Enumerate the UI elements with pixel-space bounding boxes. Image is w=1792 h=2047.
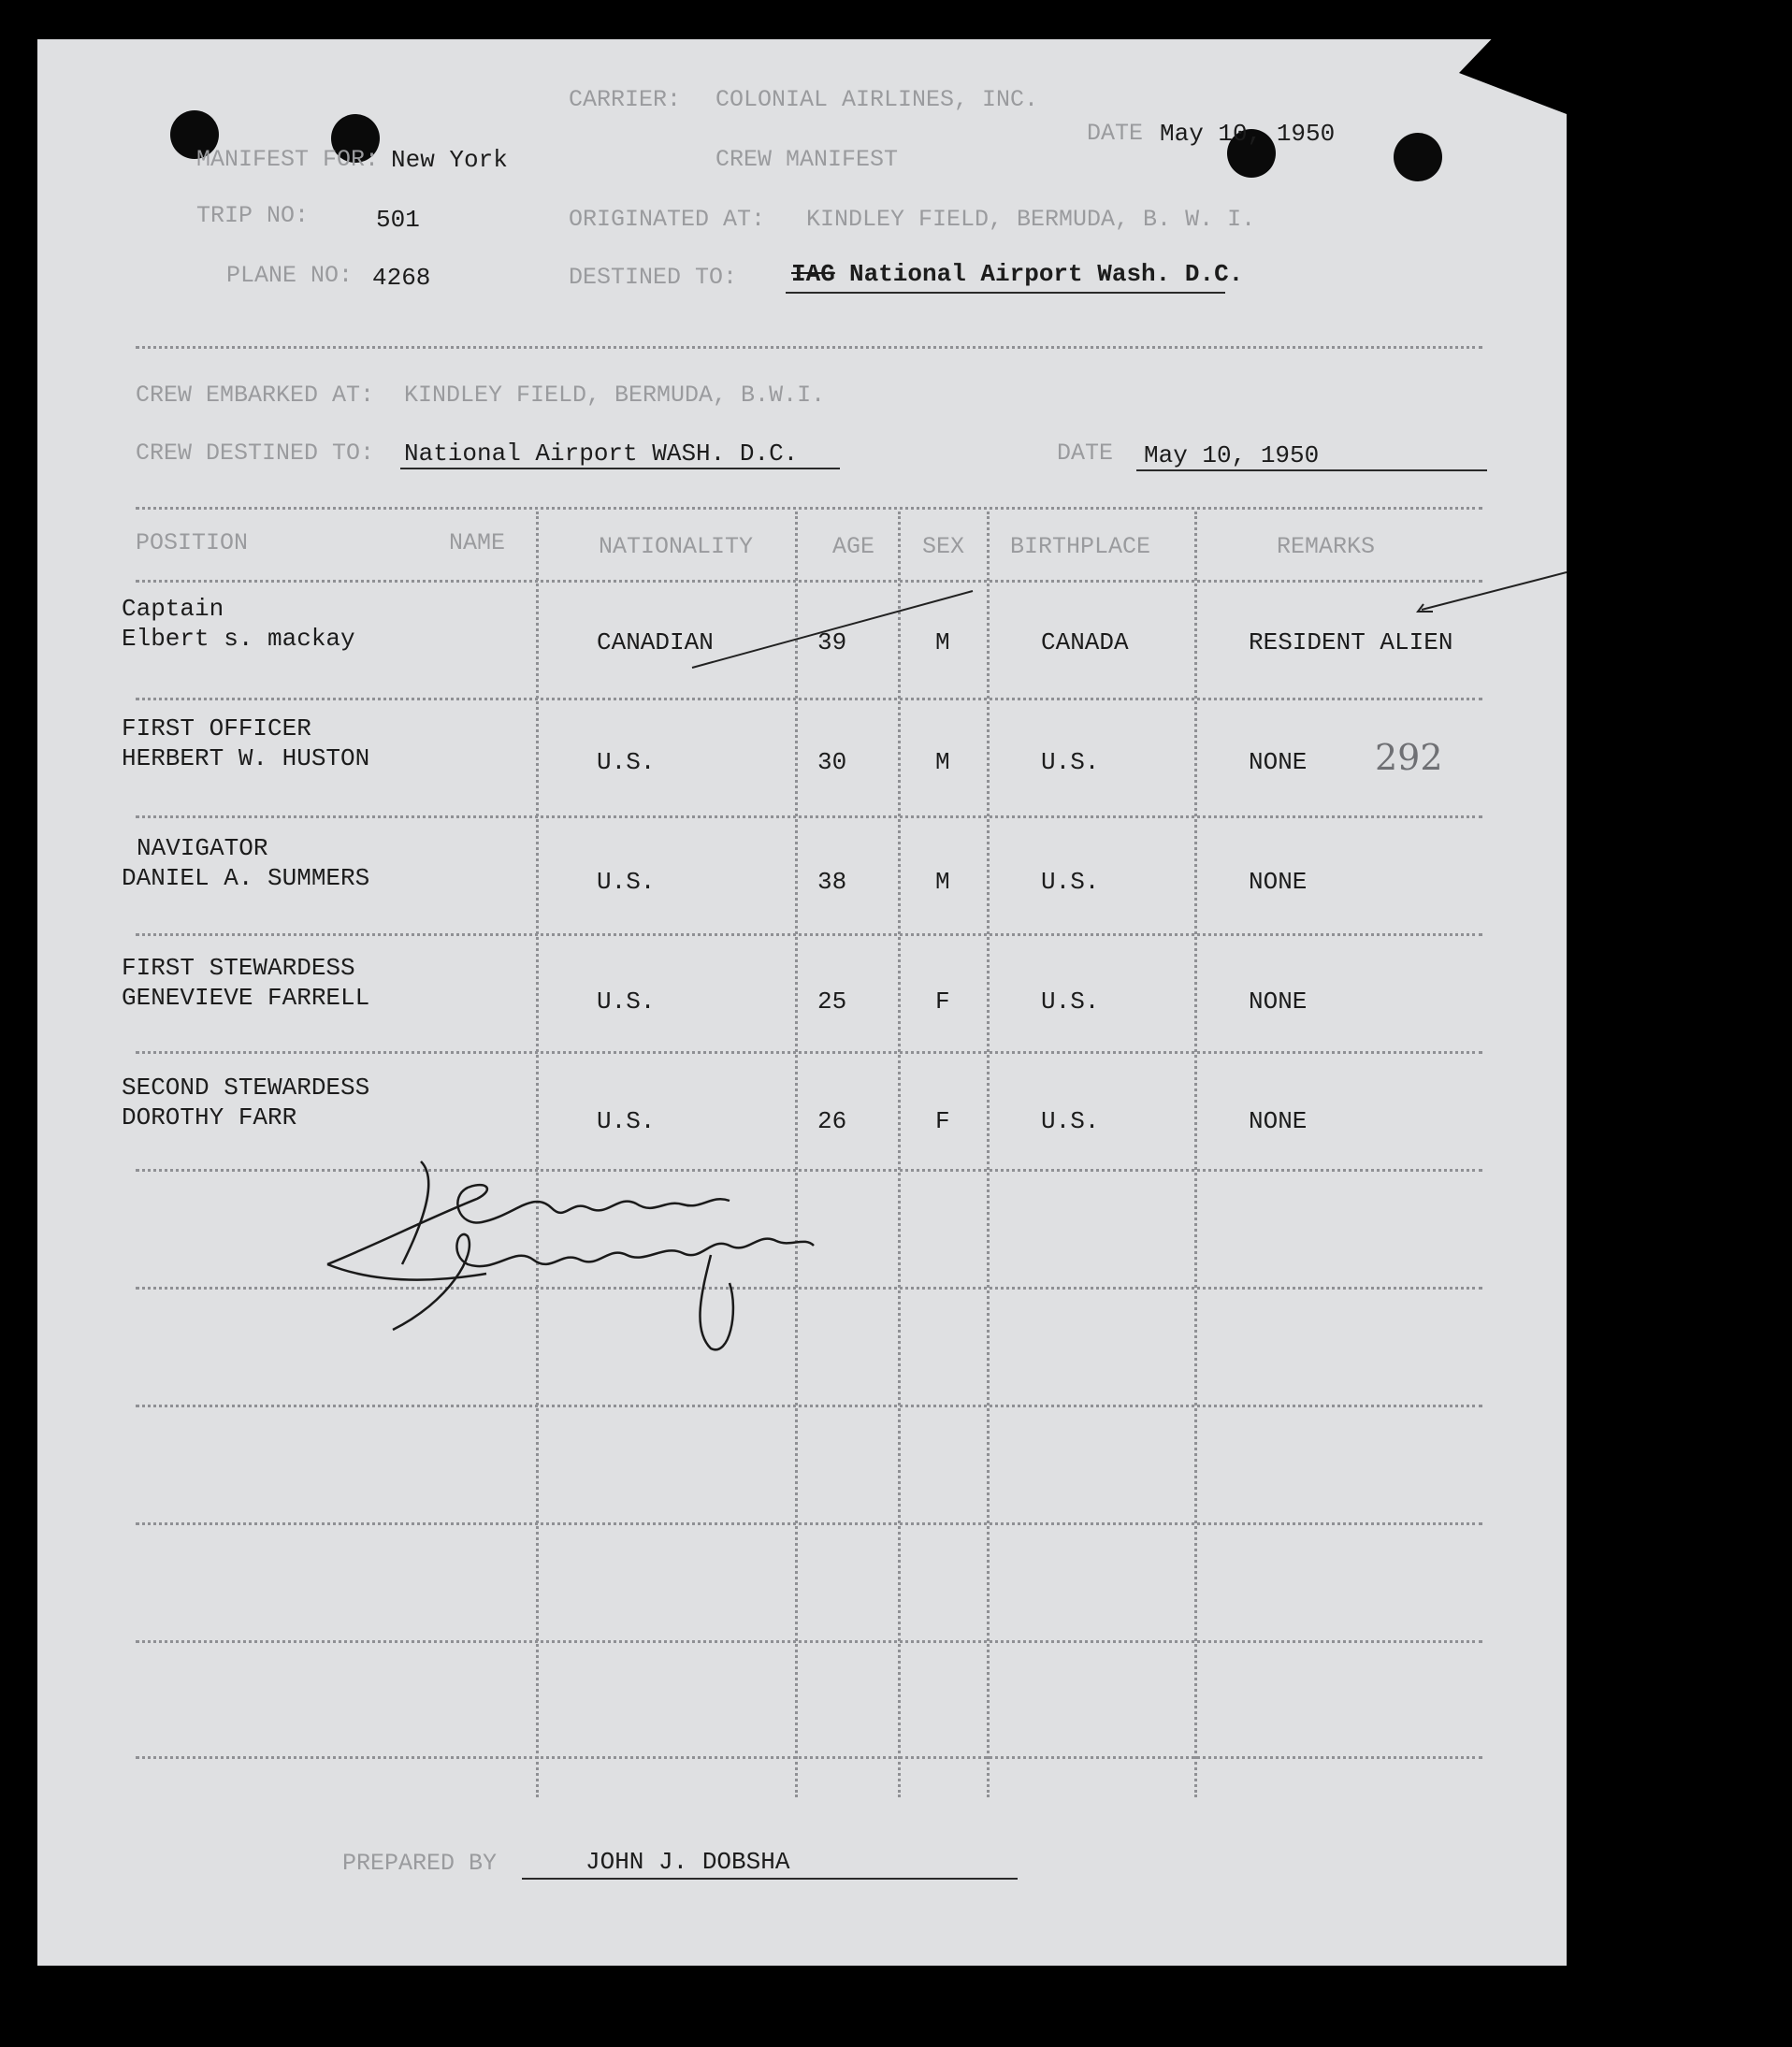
row2-remarks: NONE — [1249, 748, 1308, 776]
row5-position: SECOND STEWARDESS — [122, 1074, 370, 1102]
date-value: May 10, 1950 — [1160, 120, 1336, 148]
originated-value: KINDLEY FIELD, BERMUDA, B. W. I. — [806, 206, 1256, 233]
destined-strikeout: IAG — [791, 260, 835, 288]
plane-value: 4268 — [372, 264, 431, 292]
crew-embarked-label: CREW EMBARKED AT: — [136, 382, 375, 409]
carrier-label: CARRIER: — [569, 86, 682, 113]
row3-age: 38 — [817, 868, 847, 896]
trip-value: 501 — [376, 206, 420, 234]
crew-date-value: May 10, 1950 — [1144, 441, 1320, 469]
carrier-value: COLONIAL AIRLINES, INC. — [715, 86, 1039, 113]
row5-age: 26 — [817, 1107, 847, 1135]
signature-scribble — [318, 1143, 954, 1377]
row5-nationality: U.S. — [597, 1107, 656, 1135]
row5-sex: F — [935, 1107, 950, 1135]
row5-name: DOROTHY FARR — [122, 1103, 297, 1132]
row4-sex: F — [935, 987, 950, 1016]
row4-name: GENEVIEVE FARRELL — [122, 984, 370, 1012]
row2-sex: M — [935, 748, 950, 776]
originated-label: ORIGINATED AT: — [569, 206, 766, 233]
row4-remarks: NONE — [1249, 987, 1308, 1016]
row3-name: DANIEL A. SUMMERS — [122, 864, 370, 892]
row2-birthplace: U.S. — [1041, 748, 1100, 776]
row1-name: Elbert s. mackay — [122, 625, 355, 653]
row3-position: NAVIGATOR — [137, 834, 268, 862]
manifest-for-value: New York — [391, 146, 508, 174]
row1-position: Captain — [122, 595, 224, 623]
row4-age: 25 — [817, 987, 847, 1016]
col-header-position: POSITION — [136, 529, 249, 556]
prepared-by-underline — [522, 1878, 1018, 1880]
col-header-nationality: NATIONALITY — [599, 533, 754, 560]
manifest-sheet — [37, 39, 1567, 1966]
row1-birthplace: CANADA — [1041, 628, 1129, 656]
row3-remarks: NONE — [1249, 868, 1308, 896]
col-header-age: AGE — [832, 533, 875, 560]
destined-value: National Airport Wash. D.C. — [849, 260, 1244, 288]
row5-remarks: NONE — [1249, 1107, 1308, 1135]
pen-strike-mark — [37, 39, 1567, 1966]
trip-label: TRIP NO: — [196, 202, 310, 229]
crew-destined-value: National Airport WASH. D.C. — [404, 440, 799, 468]
form-title: CREW MANIFEST — [715, 146, 899, 173]
row3-birthplace: U.S. — [1041, 868, 1100, 896]
row1-nationality: CANADIAN — [597, 628, 714, 656]
crew-date-label: DATE — [1057, 440, 1114, 467]
crew-destined-label: CREW DESTINED TO: — [136, 440, 375, 467]
crew-embarked-value: KINDLEY FIELD, BERMUDA, B.W.I. — [404, 382, 826, 409]
date-label: DATE — [1087, 120, 1144, 147]
destined-label: DESTINED TO: — [569, 264, 738, 291]
row1-remarks: RESIDENT ALIEN — [1249, 628, 1453, 656]
row2-age: 30 — [817, 748, 847, 776]
prepared-by-value: JOHN J. DOBSHA — [585, 1848, 790, 1876]
row1-age: 39 — [817, 628, 847, 656]
manifest-for-label: MANIFEST FOR: — [196, 146, 380, 173]
col-header-name: NAME — [449, 529, 506, 556]
row4-position: FIRST STEWARDESS — [122, 954, 355, 982]
row1-sex: M — [935, 628, 950, 656]
col-header-remarks: REMARKS — [1277, 533, 1376, 560]
row4-nationality: U.S. — [597, 987, 656, 1016]
col-header-sex: SEX — [922, 533, 965, 560]
prepared-by-label: PREPARED BY — [342, 1850, 498, 1877]
row2-position: FIRST OFFICER — [122, 714, 311, 742]
stamp-number: 292 — [1375, 737, 1443, 778]
row5-birthplace: U.S. — [1041, 1107, 1100, 1135]
row2-name: HERBERT W. HUSTON — [122, 744, 370, 772]
plane-label: PLANE NO: — [226, 262, 354, 289]
col-header-birthplace: BIRTHPLACE — [1010, 533, 1151, 560]
row3-sex: M — [935, 868, 950, 896]
row4-birthplace: U.S. — [1041, 987, 1100, 1016]
row2-nationality: U.S. — [597, 748, 656, 776]
row3-nationality: U.S. — [597, 868, 656, 896]
